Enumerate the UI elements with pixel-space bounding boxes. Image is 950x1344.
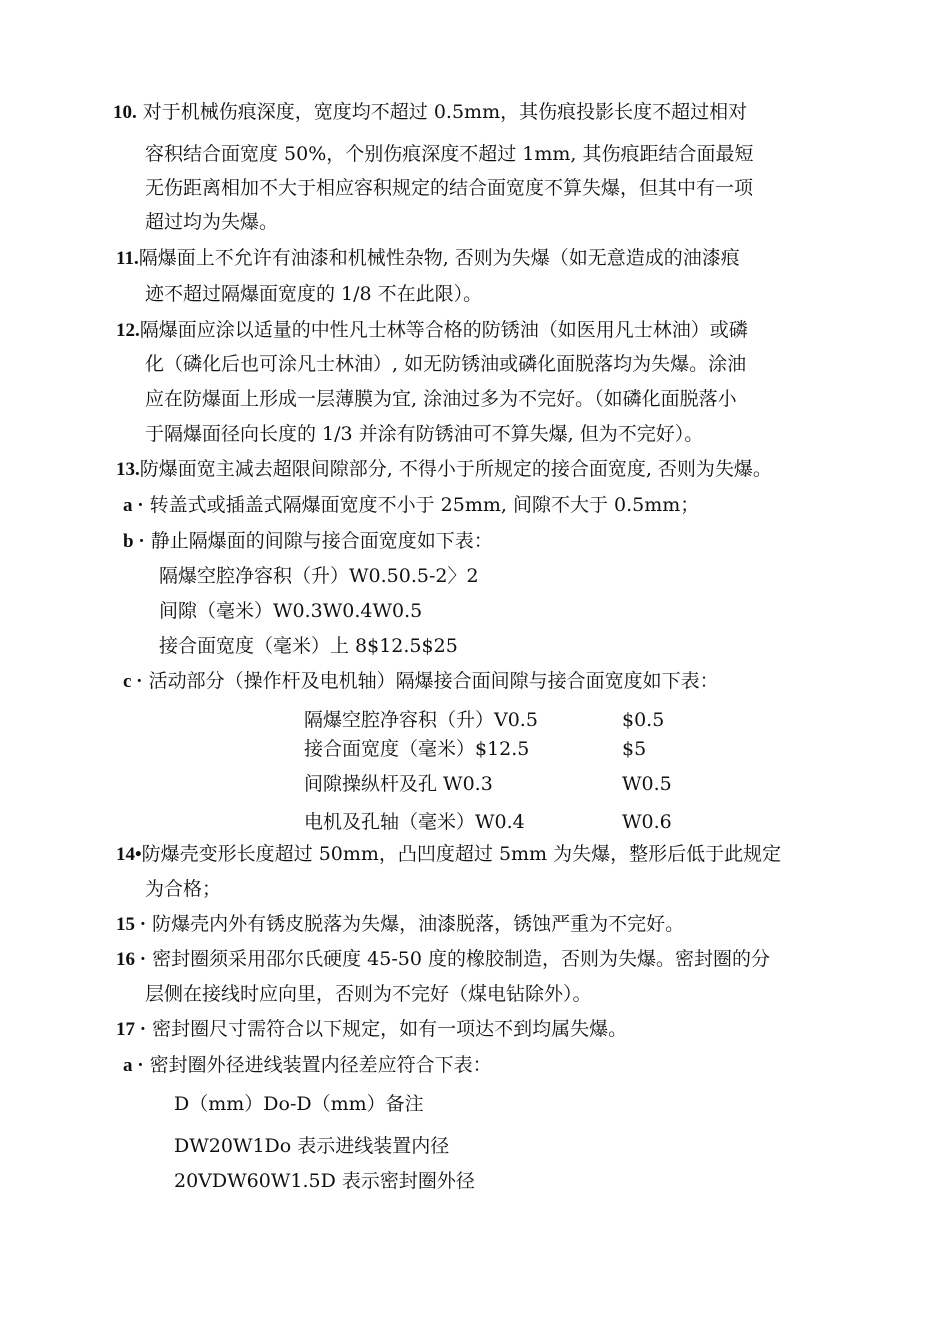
item-13a [123,493,699,518]
sub-text: 活动部分（操作杆及电机轴）隔爆接合面间隙与接合面宽度如下表： [148,670,719,692]
table-c-row-2-right: $5 [622,738,647,760]
table-c-row-2-left: 接合面宽度（毫米）$12.5 [304,738,530,760]
item-text: 隔爆面上不允许有油漆和机械性杂物, 否则为失爆（如无意造成的油漆痕 [138,247,740,269]
table-17a-row-3: 20VDW60W1.5D 表示密封圈外径 [174,1170,475,1192]
item-15-line-1 [116,912,684,937]
sub-label: a · [123,495,144,516]
item-number: 13. [116,459,140,480]
item-number: 10. [113,102,137,123]
table-c-row-1-left: 隔爆空腔净容积（升）V0.5 [304,709,538,731]
item-12-line-4: 于隔爆面径向长度的 1/3 并涂有防锈油可不算失爆, 但为不完好）。 [145,423,704,445]
item-16-line-1 [116,947,770,972]
item-number: 17 · [116,1019,147,1040]
item-13b [123,529,493,554]
item-14-line-1 [116,842,781,867]
item-17-line-1 [116,1017,627,1042]
item-text: 密封圈尺寸需符合以下规定，如有一项达不到均属失爆。 [152,1018,628,1040]
item-number: 16 · [116,949,147,970]
item-10-line-2: 容积结合面宽度 50%，个别伤痕深度不超过 1mm, 其伤痕距结合面最短 [145,143,754,165]
item-11-line-2: 迹不超过隔爆面宽度的 1/8 不在此限）。 [145,283,483,305]
item-number: 12. [116,320,140,341]
item-10-line-1 [113,100,747,125]
table-b-row-1: 隔爆空腔净容积（升）W0.50.5-2〉2 [159,565,479,587]
item-number: 15 · [116,914,147,935]
sub-text: 密封圈外径进线装置内径差应符合下表： [149,1054,492,1076]
table-c-row-4-left: 电机及孔轴（毫米）W0.4 [304,811,525,833]
item-text: 防爆面宽主减去超限间隙部分, 不得小于所规定的接合面宽度, 否则为失爆。 [139,458,772,480]
item-12-line-1 [116,318,748,343]
item-16-line-2: 层侧在接线时应向里，否则为不完好（煤电钻除外）。 [145,983,592,1005]
item-10-line-3: 无伤距离相加不大于相应容积规定的结合面宽度不算失爆，但其中有一项 [145,177,754,199]
item-text: 隔爆面应涂以适量的中性凡士林等合格的防锈油（如医用凡士林油）或磷 [139,319,748,341]
item-10-line-4: 超过均为失爆。 [145,211,279,233]
table-b-row-2: 间隙（毫米）W0.3W0.4W0.5 [159,600,423,622]
item-12-line-2: 化（磷化后也可涂凡士林油）, 如无防锈油或磷化面脱落均为失爆。涂油 [145,353,747,375]
table-c-row-3-left: 间隙操纵杆及孔 W0.3 [304,773,493,795]
sub-label: b · [123,531,145,552]
item-14-line-2: 为合格； [145,878,222,900]
item-text: 防爆壳内外有锈皮脱落为失爆，油漆脱落，锈蚀严重为不完好。 [152,913,685,935]
table-c-row-3-right: W0.5 [622,773,672,795]
item-13-line-1 [116,457,772,482]
sub-label: a · [123,1055,144,1076]
table-17a-row-2: DW20W1Do 表示进线装置内径 [174,1135,450,1157]
item-text: 防爆壳变形长度超过 50mm，凸凹度超过 5mm 为失爆，整形后低于此规定 [141,843,782,865]
item-17a [123,1053,492,1078]
sub-text: 转盖式或插盖式隔爆面宽度不小于 25mm, 间隙不大于 0.5mm； [149,494,700,516]
item-11-line-1 [116,246,740,271]
item-13c [123,669,719,694]
item-number: 11. [116,248,139,269]
item-12-line-3: 应在防爆面上形成一层薄膜为宜, 涂油过多为不完好。（如磷化面脱落小 [145,388,737,410]
table-c-row-1-right: $0.5 [622,709,665,731]
table-c-row-4-right: W0.6 [622,811,672,833]
item-text: 对于机械伤痕深度，宽度均不超过 0.5mm，其伤痕投影长度不超过相对 [142,101,748,123]
table-17a-row-1: D（mm）Do-D（mm）备注 [174,1093,424,1115]
table-b-row-3: 接合面宽度（毫米）上 8$12.5$25 [159,635,458,657]
sub-label: c · [123,671,143,692]
item-number: 14• [116,844,142,865]
item-text: 密封圈须采用邵尔氏硬度 45-50 度的橡胶制造，否则为失爆。密封圈的分 [152,948,770,970]
sub-text: 静止隔爆面的间隙与接合面宽度如下表： [150,530,493,552]
